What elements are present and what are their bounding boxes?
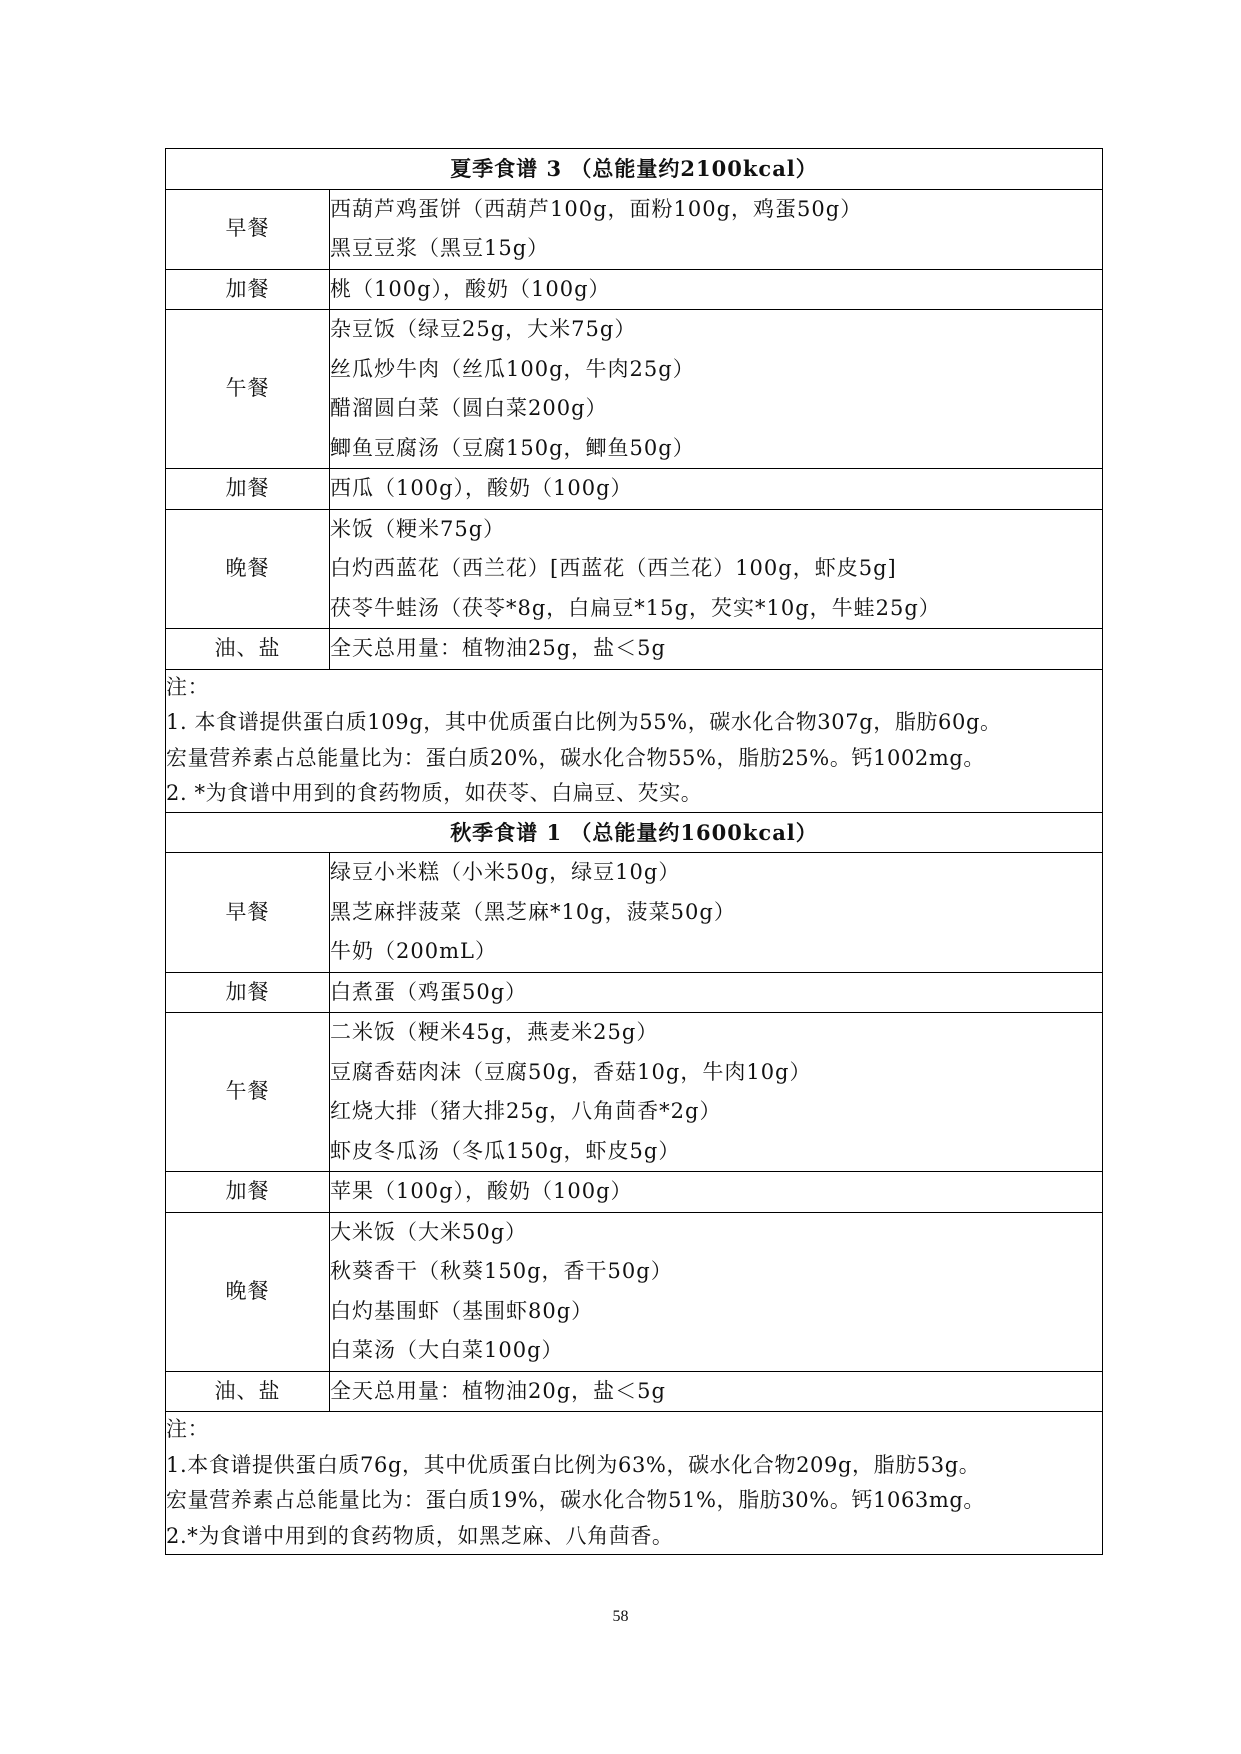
meal-item: 白菜汤（大白菜100g） (330, 1338, 564, 1362)
meal-items (330, 853, 1103, 973)
meal-row (166, 310, 1103, 469)
note-line: 1. 本食谱提供蛋白质109g，其中优质蛋白比例为55%，碳水化合物307g，脂肪60g。 (166, 710, 1002, 734)
meal-item: 绿豆小米糕（小米50g，绿豆10g） (330, 860, 681, 884)
meal-name: 早餐 (166, 853, 330, 973)
meal-row (166, 972, 1103, 1013)
meal-item: 全天总用量：植物油25g，盐＜5g (330, 636, 666, 660)
meal-name: 晚餐 (166, 1212, 330, 1371)
note-line: 1.本食谱提供蛋白质76g，其中优质蛋白比例为63%，碳水化合物209g，脂肪53g。 (166, 1452, 981, 1477)
note-line: 宏量营养素占总能量比为：蛋白质19%，碳水化合物51%，脂肪30%。钙1063mg。 (166, 1488, 986, 1512)
recipe-table (165, 148, 1103, 1555)
section-title: 夏季食谱 3 （总能量约2100kcal） (166, 149, 1103, 190)
meal-row (166, 1212, 1103, 1371)
meal-item: 丝瓜炒牛肉（丝瓜100g，牛肉25g） (330, 356, 695, 381)
meal-items (330, 972, 1103, 1013)
meal-items (330, 269, 1103, 310)
meal-items (330, 1013, 1103, 1172)
section-title-row (166, 149, 1103, 190)
meal-row (166, 1172, 1103, 1213)
meal-item: 牛奶（200mL） (330, 939, 497, 963)
meal-item: 全天总用量：植物油20g，盐＜5g (330, 1378, 666, 1403)
meal-row (166, 1371, 1103, 1412)
meal-row (166, 469, 1103, 510)
meal-item: 桃（100g），酸奶（100g） (330, 276, 611, 301)
note-line: 2. *为食谱中用到的食药物质，如茯苓、白扁豆、芡实。 (166, 781, 703, 805)
meal-item: 二米饭（粳米45g，燕麦米25g） (330, 1020, 659, 1044)
meal-item: 豆腐香菇肉沫（豆腐50g，香菇10g，牛肉10g） (330, 1059, 812, 1084)
meal-items (330, 509, 1103, 629)
meal-items (330, 1212, 1103, 1371)
meal-name: 加餐 (166, 269, 330, 310)
meal-item: 西瓜（100g），酸奶（100g） (330, 476, 633, 500)
meal-row (166, 189, 1103, 269)
meal-item: 杂豆饭（绿豆25g，大米75g） (330, 317, 637, 341)
note-line: 2.*为食谱中用到的食药物质，如黑芝麻、八角茴香。 (166, 1523, 674, 1548)
meal-name: 油、盐 (166, 629, 330, 670)
meal-item: 黑豆豆浆（黑豆15g） (330, 236, 550, 260)
meal-name: 油、盐 (166, 1371, 330, 1412)
meal-name: 午餐 (166, 1013, 330, 1172)
page-number: 58 (612, 1608, 629, 1625)
section-title: 秋季食谱 1 （总能量约1600kcal） (166, 812, 1103, 853)
meal-item: 大米饭（大米50g） (330, 1219, 528, 1244)
meal-items (330, 189, 1103, 269)
notes-row (166, 669, 1103, 812)
meal-row (166, 853, 1103, 973)
notes-cell (166, 669, 1103, 812)
section-title-row (166, 812, 1103, 853)
note-line: 宏量营养素占总能量比为：蛋白质20%，碳水化合物55%，脂肪25%。钙1002mg。 (166, 745, 986, 770)
note-line: 注： (166, 1417, 210, 1441)
meal-row (166, 1013, 1103, 1172)
meal-item: 红烧大排（猪大排25g，八角茴香*2g） (330, 1099, 722, 1123)
meal-items (330, 1172, 1103, 1213)
meal-item: 秋葵香干（秋葵150g，香干50g） (330, 1259, 673, 1283)
meal-item: 虾皮冬瓜汤（冬瓜150g，虾皮5g） (330, 1138, 681, 1163)
meal-item: 鲫鱼豆腐汤（豆腐150g，鲫鱼50g） (330, 435, 695, 460)
meal-row (166, 629, 1103, 670)
meal-row (166, 509, 1103, 629)
meal-item: 黑芝麻拌菠菜（黑芝麻*10g，菠菜50g） (330, 899, 736, 924)
meal-item: 西葫芦鸡蛋饼（西葫芦100g，面粉100g，鸡蛋50g） (330, 196, 863, 221)
meal-name: 加餐 (166, 972, 330, 1013)
meal-item: 白煮蛋（鸡蛋50g） (330, 979, 528, 1004)
meal-row (166, 269, 1103, 310)
meal-name: 午餐 (166, 310, 330, 469)
meal-item: 白灼西蓝花（西兰花）[西蓝花（西兰花）100g，虾皮5g] (330, 556, 897, 580)
meal-items (330, 1371, 1103, 1412)
meal-name: 早餐 (166, 189, 330, 269)
meal-item: 白灼基围虾（基围虾80g） (330, 1298, 594, 1323)
meal-name: 加餐 (166, 1172, 330, 1213)
meal-items (330, 629, 1103, 670)
meal-item: 茯苓牛蛙汤（茯苓*8g，白扁豆*15g，芡实*10g，牛蛙25g） (330, 595, 941, 620)
meal-items (330, 310, 1103, 469)
meal-name: 晚餐 (166, 509, 330, 629)
note-line: 注： (166, 674, 210, 699)
meal-item: 醋溜圆白菜（圆白菜200g） (330, 396, 608, 420)
notes-cell (166, 1412, 1103, 1555)
meal-item: 苹果（100g），酸奶（100g） (330, 1179, 633, 1203)
recipe-table-body (166, 149, 1103, 1555)
meal-items (330, 469, 1103, 510)
meal-item: 米饭（粳米75g） (330, 516, 506, 541)
meal-name: 加餐 (166, 469, 330, 510)
notes-row (166, 1412, 1103, 1555)
